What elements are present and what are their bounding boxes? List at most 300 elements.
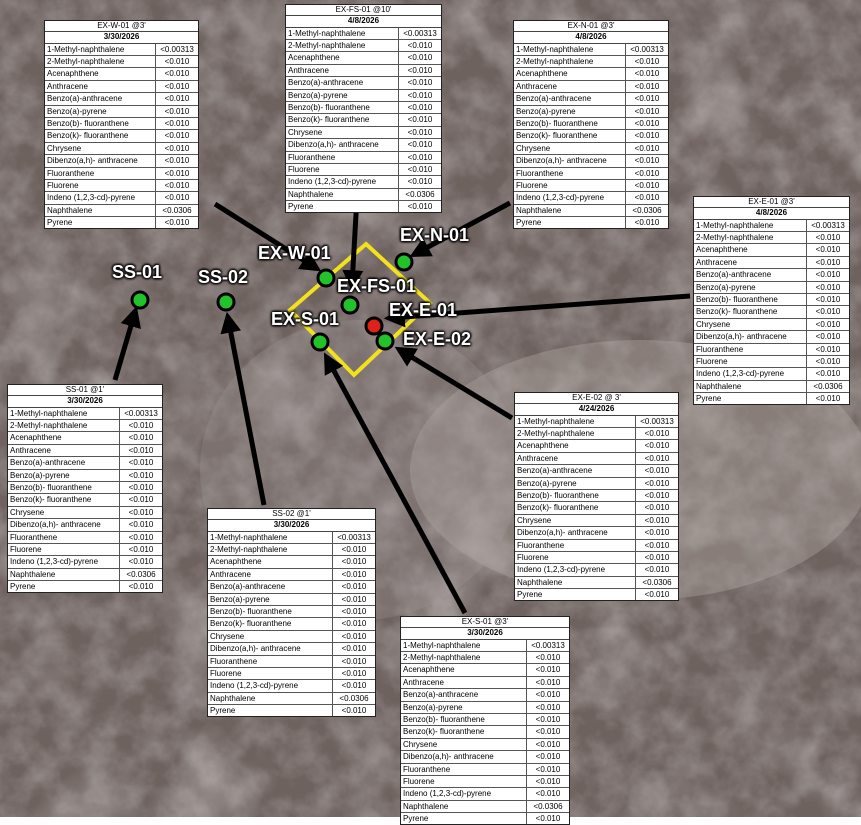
analyte-value: <0.010	[815, 344, 841, 354]
table-row	[8, 519, 162, 531]
table-row	[401, 702, 569, 714]
table-row	[45, 44, 198, 56]
table-row	[694, 269, 849, 281]
analyte-name: Benzo(b)- fluoranthene	[401, 714, 527, 725]
analyte-value: <0.00313	[403, 28, 437, 38]
analyte-value: <0.010	[535, 714, 561, 724]
analyte-value: <0.010	[407, 90, 433, 100]
analyte-value: <0.0306	[162, 205, 192, 215]
table-row	[694, 356, 849, 368]
results-table-ex-s-01	[400, 616, 570, 825]
table-row	[8, 432, 162, 444]
analyte-value: <0.010	[407, 102, 433, 112]
analyte-value: <0.010	[128, 507, 154, 517]
analyte-value: <0.010	[815, 332, 841, 342]
analyte-name: Anthracene	[286, 65, 399, 76]
analyte-value: <0.010	[644, 478, 670, 488]
analyte-name: Benzo(a)-anthracene	[694, 269, 807, 280]
analyte-value: <0.010	[128, 470, 154, 480]
table-row	[45, 130, 198, 142]
analyte-value: <0.010	[815, 356, 841, 366]
analyte-value: <0.010	[341, 668, 367, 678]
sample-point-ex-n-01[interactable]	[396, 254, 412, 270]
table-row	[515, 540, 678, 552]
analyte-value: <0.010	[644, 552, 670, 562]
analyte-name: Pyrene	[45, 217, 156, 228]
table-row	[401, 764, 569, 776]
table-row	[286, 52, 441, 64]
analyte-name: Benzo(k)- fluoranthene	[286, 114, 399, 125]
table-row	[401, 726, 569, 738]
table-row	[208, 556, 375, 568]
table-row	[401, 776, 569, 788]
table-row	[694, 306, 849, 318]
analyte-value: <0.010	[815, 294, 841, 304]
table-date: 4/24/2026	[515, 404, 678, 415]
sample-point-ex-e-01[interactable]	[366, 318, 382, 334]
table-row	[208, 544, 375, 556]
table-row	[401, 751, 569, 763]
analyte-value: <0.010	[407, 127, 433, 137]
sample-point-ex-s-01[interactable]	[312, 334, 328, 350]
analyte-name: Fluorene	[45, 180, 156, 191]
analyte-value: <0.010	[535, 752, 561, 762]
table-row	[286, 176, 441, 188]
table-title: EX-E-02 @ 3'	[515, 393, 678, 404]
analyte-value: <0.010	[535, 665, 561, 675]
table-date: 3/30/2026	[8, 396, 162, 407]
analyte-value: <0.010	[815, 369, 841, 379]
analyte-name: Fluoranthene	[286, 152, 399, 163]
table-row	[8, 457, 162, 469]
analyte-name: Pyrene	[514, 217, 626, 228]
analyte-value: <0.010	[341, 656, 367, 666]
analyte-name: Acenaphthene	[286, 52, 399, 63]
analyte-name: Indeno (1,2,3-cd)-pyrene	[286, 176, 399, 187]
table-row	[514, 93, 668, 105]
analyte-value: <0.010	[644, 590, 670, 600]
analyte-name: Benzo(a)-pyrene	[8, 470, 120, 481]
table-row	[45, 68, 198, 80]
analyte-name: Pyrene	[208, 705, 333, 716]
table-row	[514, 180, 668, 192]
analyte-name: Naphthalene	[208, 693, 333, 704]
analyte-name: 2-Methyl-naphthalene	[286, 40, 399, 51]
analyte-name: Acenaphthene	[401, 664, 527, 675]
table-date: 3/30/2026	[401, 628, 569, 639]
label-ex-w-01: EX-W-01	[258, 243, 331, 263]
table-row	[8, 494, 162, 506]
table-row	[286, 127, 441, 139]
table-row	[515, 577, 678, 589]
analyte-name: Naphthalene	[514, 205, 626, 216]
analyte-name: Fluorene	[694, 356, 807, 367]
analyte-name: Indeno (1,2,3-cd)-pyrene	[45, 192, 156, 203]
label-ex-n-01: EX-N-01	[400, 225, 470, 245]
analyte-value: <0.00313	[640, 416, 674, 426]
table-row	[8, 532, 162, 544]
label-ex-e-01: EX-E-01	[389, 300, 458, 320]
table-row	[208, 643, 375, 655]
analyte-name: Fluorene	[208, 668, 333, 679]
analyte-value: <0.010	[644, 441, 670, 451]
analyte-name: Fluoranthene	[208, 656, 333, 667]
analyte-value: <0.010	[644, 565, 670, 575]
results-table-ss-01	[7, 384, 163, 593]
analyte-value: <0.010	[535, 739, 561, 749]
analyte-value: <0.010	[128, 433, 154, 443]
table-row	[286, 152, 441, 164]
table-row	[694, 331, 849, 343]
analyte-name: Benzo(a)-pyrene	[286, 90, 399, 101]
table-row	[401, 813, 569, 824]
table-row	[45, 56, 198, 68]
analyte-name: Benzo(a)-pyrene	[401, 702, 527, 713]
analyte-value: <0.010	[407, 177, 433, 187]
analyte-name: Chrysene	[694, 319, 807, 330]
table-row	[514, 205, 668, 217]
analyte-name: 1-Methyl-naphthalene	[286, 28, 399, 39]
table-row	[208, 680, 375, 692]
analyte-name: Pyrene	[8, 581, 120, 592]
table-row	[208, 631, 375, 643]
analyte-value: <0.010	[407, 152, 433, 162]
analyte-value: <0.010	[634, 180, 660, 190]
analyte-name: Benzo(k)- fluoranthene	[401, 726, 527, 737]
analyte-value: <0.00313	[630, 44, 664, 54]
analyte-value: <0.010	[815, 282, 841, 292]
table-row	[286, 102, 441, 114]
analyte-value: <0.0306	[405, 189, 435, 199]
analyte-value: <0.010	[815, 307, 841, 317]
table-row	[286, 114, 441, 126]
analyte-value: <0.010	[634, 193, 660, 203]
analyte-value: <0.010	[634, 168, 660, 178]
analyte-value: <0.010	[815, 394, 841, 404]
analyte-value: <0.010	[407, 140, 433, 150]
analyte-value: <0.010	[341, 619, 367, 629]
analyte-value: <0.010	[164, 56, 190, 66]
table-row	[208, 668, 375, 680]
analyte-name: Dibenzo(a,h)- anthracene	[694, 331, 807, 342]
table-row	[694, 244, 849, 256]
analyte-name: 2-Methyl-naphthalene	[45, 56, 156, 67]
table-row	[514, 130, 668, 142]
table-row	[515, 440, 678, 452]
analyte-value: <0.010	[815, 270, 841, 280]
analyte-value: <0.010	[535, 789, 561, 799]
analyte-name: 1-Methyl-naphthalene	[694, 220, 807, 231]
table-row	[208, 569, 375, 581]
analyte-value: <0.010	[164, 69, 190, 79]
table-row	[8, 544, 162, 556]
analyte-name: Anthracene	[694, 257, 807, 268]
analyte-name: Chrysene	[45, 143, 156, 154]
analyte-value: <0.010	[128, 445, 154, 455]
analyte-name: Pyrene	[515, 589, 636, 600]
table-row	[8, 556, 162, 568]
table-row	[401, 788, 569, 800]
analyte-name: Naphthalene	[286, 189, 399, 200]
analyte-value: <0.010	[634, 143, 660, 153]
table-row	[45, 106, 198, 118]
analyte-value: <0.010	[815, 319, 841, 329]
analyte-name: Chrysene	[514, 143, 626, 154]
table-row	[8, 507, 162, 519]
table-row	[694, 232, 849, 244]
analyte-name: Fluorene	[401, 776, 527, 787]
analyte-value: <0.010	[341, 569, 367, 579]
analyte-value: <0.010	[644, 490, 670, 500]
table-row	[401, 801, 569, 813]
analyte-name: Benzo(a)-anthracene	[45, 93, 156, 104]
analyte-value: <0.010	[407, 115, 433, 125]
table-row	[8, 445, 162, 457]
analyte-name: Dibenzo(a,h)- anthracene	[45, 155, 156, 166]
analyte-name: Benzo(k)- fluoranthene	[694, 306, 807, 317]
table-row	[286, 139, 441, 151]
analyte-value: <0.010	[164, 94, 190, 104]
analyte-name: Dibenzo(a,h)- anthracene	[514, 155, 626, 166]
analyte-value: <0.010	[128, 532, 154, 542]
table-row	[45, 168, 198, 180]
analyte-value: <0.010	[128, 420, 154, 430]
analyte-value: <0.010	[815, 257, 841, 267]
analyte-value: <0.0306	[642, 577, 672, 587]
table-row	[401, 714, 569, 726]
analyte-value: <0.010	[535, 690, 561, 700]
sample-point-ex-e-02[interactable]	[377, 333, 393, 349]
table-row	[694, 257, 849, 269]
analyte-value: <0.010	[634, 94, 660, 104]
analyte-name: 1-Methyl-naphthalene	[515, 416, 636, 427]
table-date: 3/30/2026	[208, 520, 375, 531]
analyte-name: Fluorene	[8, 544, 120, 555]
table-row	[694, 393, 849, 404]
table-row	[208, 594, 375, 606]
analyte-name: Benzo(b)- fluoranthene	[514, 118, 626, 129]
analyte-name: Anthracene	[208, 569, 333, 580]
label-ex-s-01: EX-S-01	[271, 309, 340, 329]
analyte-name: Anthracene	[514, 81, 626, 92]
analyte-name: Indeno (1,2,3-cd)-pyrene	[514, 192, 626, 203]
table-title: EX-W-01 @3'	[45, 21, 198, 32]
analyte-value: <0.010	[164, 131, 190, 141]
analyte-value: <0.00313	[337, 532, 371, 542]
table-row	[514, 155, 668, 167]
results-table-ex-w-01	[44, 20, 199, 229]
analyte-value: <0.010	[535, 776, 561, 786]
table-row	[208, 693, 375, 705]
table-row	[8, 470, 162, 482]
analyte-name: Benzo(k)- fluoranthene	[515, 502, 636, 513]
analyte-value: <0.010	[644, 428, 670, 438]
sample-point-ss-02[interactable]	[218, 294, 234, 310]
table-row	[694, 220, 849, 232]
analyte-value: <0.010	[128, 495, 154, 505]
analyte-name: Fluoranthene	[515, 540, 636, 551]
table-row	[515, 428, 678, 440]
analyte-value: <0.010	[634, 106, 660, 116]
analyte-value: <0.010	[407, 53, 433, 63]
analyte-name: Benzo(a)-pyrene	[45, 106, 156, 117]
analyte-value: <0.010	[644, 453, 670, 463]
analyte-name: Chrysene	[208, 631, 333, 642]
analyte-value: <0.010	[644, 503, 670, 513]
table-row	[401, 664, 569, 676]
analyte-name: Naphthalene	[515, 577, 636, 588]
sample-point-ex-fs-01[interactable]	[342, 297, 358, 313]
analyte-name: Benzo(b)- fluoranthene	[286, 102, 399, 113]
analyte-name: Chrysene	[8, 507, 120, 518]
analyte-name: 2-Methyl-naphthalene	[515, 428, 636, 439]
analyte-name: Benzo(k)- fluoranthene	[514, 130, 626, 141]
analyte-value: <0.010	[634, 118, 660, 128]
analyte-name: Dibenzo(a,h)- anthracene	[208, 643, 333, 654]
table-row	[514, 68, 668, 80]
analyte-value: <0.010	[407, 202, 433, 212]
table-title: EX-FS-01 @10'	[286, 5, 441, 16]
table-date: 4/8/2026	[514, 32, 668, 43]
analyte-value: <0.010	[164, 168, 190, 178]
analyte-name: Chrysene	[515, 515, 636, 526]
analyte-name: 2-Methyl-naphthalene	[694, 232, 807, 243]
table-row	[514, 106, 668, 118]
table-row	[401, 652, 569, 664]
analyte-value: <0.010	[815, 245, 841, 255]
analyte-name: Indeno (1,2,3-cd)-pyrene	[401, 788, 527, 799]
analyte-value: <0.00313	[531, 640, 565, 650]
table-row	[694, 282, 849, 294]
table-row	[45, 155, 198, 167]
table-row	[401, 640, 569, 652]
analyte-value: <0.010	[341, 606, 367, 616]
table-row	[514, 217, 668, 228]
analyte-value: <0.00313	[811, 220, 845, 230]
analyte-value: <0.0306	[126, 569, 156, 579]
analyte-name: Benzo(a)-anthracene	[286, 77, 399, 88]
table-row	[401, 689, 569, 701]
analyte-value: <0.010	[634, 56, 660, 66]
table-row	[45, 81, 198, 93]
table-row	[515, 552, 678, 564]
results-table-ss-02	[207, 508, 376, 717]
analyte-name: Indeno (1,2,3-cd)-pyrene	[208, 680, 333, 691]
analyte-name: Naphthalene	[401, 801, 527, 812]
analyte-name: Benzo(k)- fluoranthene	[45, 130, 156, 141]
analyte-name: Pyrene	[694, 393, 807, 404]
analyte-name: Benzo(b)- fluoranthene	[208, 606, 333, 617]
analyte-name: 1-Methyl-naphthalene	[514, 44, 626, 55]
analyte-value: <0.010	[634, 69, 660, 79]
table-row	[208, 705, 375, 716]
analyte-value: <0.010	[128, 520, 154, 530]
analyte-name: Fluoranthene	[401, 764, 527, 775]
analyte-value: <0.010	[644, 540, 670, 550]
analyte-value: <0.010	[535, 814, 561, 824]
analyte-value: <0.010	[644, 466, 670, 476]
table-row	[286, 65, 441, 77]
table-title: SS-02 @1'	[208, 509, 375, 520]
table-row	[8, 408, 162, 420]
table-row	[401, 739, 569, 751]
analyte-name: 2-Methyl-naphthalene	[514, 56, 626, 67]
table-row	[208, 581, 375, 593]
table-row	[515, 589, 678, 600]
table-date: 4/8/2026	[694, 208, 849, 219]
table-row	[8, 581, 162, 592]
analyte-value: <0.010	[407, 65, 433, 75]
table-row	[514, 192, 668, 204]
analyte-value: <0.010	[164, 118, 190, 128]
table-title: EX-E-01 @3'	[694, 197, 849, 208]
table-row	[515, 515, 678, 527]
table-row	[514, 168, 668, 180]
results-table-ex-n-01	[513, 20, 669, 229]
table-row	[515, 465, 678, 477]
table-row	[401, 677, 569, 689]
analyte-value: <0.010	[164, 193, 190, 203]
label-ss-02: SS-02	[198, 267, 249, 287]
table-row	[45, 93, 198, 105]
table-row	[515, 527, 678, 539]
table-row	[208, 618, 375, 630]
analyte-value: <0.00313	[124, 408, 158, 418]
analyte-name: Indeno (1,2,3-cd)-pyrene	[515, 564, 636, 575]
analyte-name: Fluoranthene	[514, 168, 626, 179]
table-row	[694, 368, 849, 380]
sample-point-ex-w-01[interactable]	[318, 270, 334, 286]
table-row	[45, 118, 198, 130]
table-date: 4/8/2026	[286, 16, 441, 27]
table-row	[694, 344, 849, 356]
results-table-ex-e-01	[693, 196, 850, 405]
analyte-name: Chrysene	[286, 127, 399, 138]
table-title: EX-S-01 @3'	[401, 617, 569, 628]
analyte-name: Dibenzo(a,h)- anthracene	[8, 519, 120, 530]
analyte-name: Indeno (1,2,3-cd)-pyrene	[8, 556, 120, 567]
analyte-name: Fluoranthene	[694, 344, 807, 355]
analyte-name: Fluoranthene	[8, 532, 120, 543]
table-row	[286, 28, 441, 40]
analyte-name: Acenaphthene	[515, 440, 636, 451]
analyte-value: <0.010	[815, 232, 841, 242]
table-date: 3/30/2026	[45, 32, 198, 43]
table-row	[286, 201, 441, 212]
analyte-name: Benzo(a)-pyrene	[694, 282, 807, 293]
analyte-value: <0.010	[164, 106, 190, 116]
table-row	[286, 90, 441, 102]
analyte-name: Anthracene	[515, 453, 636, 464]
sample-point-ss-01[interactable]	[132, 292, 148, 308]
analyte-value: <0.010	[341, 681, 367, 691]
analyte-name: 2-Methyl-naphthalene	[208, 544, 333, 555]
analyte-name: Pyrene	[286, 201, 399, 212]
analyte-value: <0.010	[341, 644, 367, 654]
label-ss-01: SS-01	[112, 262, 163, 282]
analyte-value: <0.0306	[339, 693, 369, 703]
analyte-value: <0.010	[164, 218, 190, 228]
table-row	[514, 143, 668, 155]
analyte-name: Benzo(a)-pyrene	[514, 106, 626, 117]
analyte-value: <0.010	[634, 218, 660, 228]
table-row	[515, 416, 678, 428]
analyte-name: Chrysene	[401, 739, 527, 750]
table-title: SS-01 @1'	[8, 385, 162, 396]
table-row	[45, 192, 198, 204]
table-row	[515, 490, 678, 502]
analyte-value: <0.010	[535, 727, 561, 737]
